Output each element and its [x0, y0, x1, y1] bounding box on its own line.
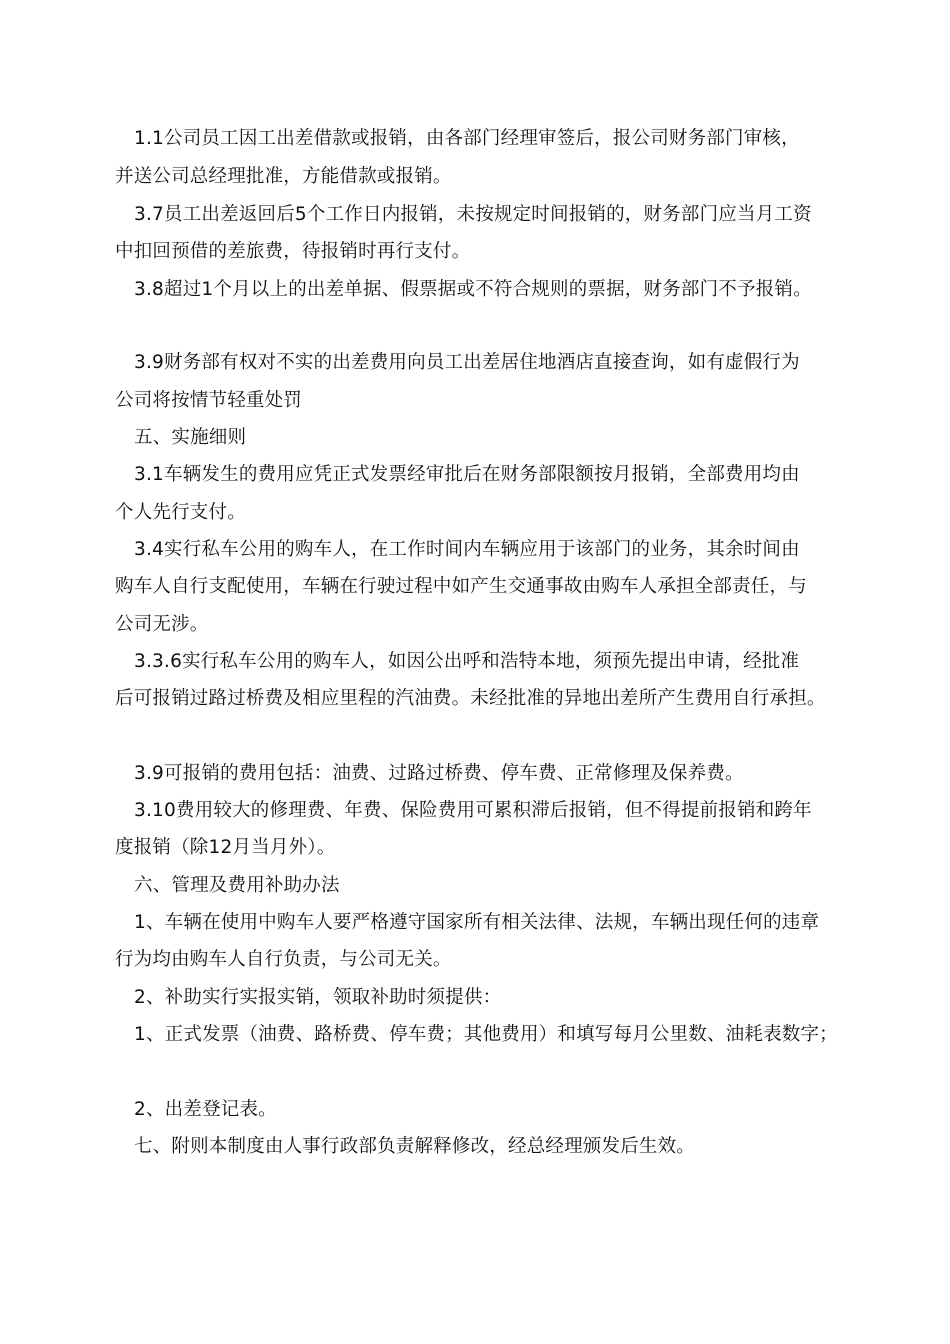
paragraph-line: 1、正式发票（油费、路桥费、停车费；其他费用）和填写每月公里数、油耗表数字； — [134, 1024, 838, 1045]
paragraph-line: 2、补助实行实报实销，领取补助时须提供： — [134, 987, 502, 1008]
paragraph-line: 七、附则本制度由人事行政部负责解释修改，经总经理颁发后生效。 — [134, 1136, 696, 1157]
section-heading: 六、管理及费用补助办法 — [134, 875, 340, 896]
paragraph-line: 1、车辆在使用中购车人要严格遵守国家所有相关法律、法规，车辆出现任何的违章 — [134, 912, 820, 933]
paragraph-line: 3.4实行私车公用的购车人，在工作时间内车辆应用于该部门的业务，其余时间由 — [134, 539, 800, 560]
paragraph-line: 行为均由购车人自行负责，与公司无关。 — [115, 949, 452, 970]
paragraph-line: 购车人自行支配使用，车辆在行驶过程中如产生交通事故由购车人承担全部责任，与 — [115, 576, 807, 597]
section-heading: 五、实施细则 — [134, 427, 247, 448]
paragraph-line: 3.10费用较大的修理费、年费、保险费用可累积滞后报销，但不得提前报销和跨年 — [134, 800, 812, 821]
paragraph-line: 3.8超过1个月以上的出差单据、假票据或不符合规则的票据，财务部门不予报销。 — [134, 279, 812, 300]
paragraph-line: 3.7员工出差返回后5个工作日内报销，未按规定时间报销的，财务部门应当月工资 — [134, 204, 812, 225]
paragraph-line: 后可报销过路过桥费及相应里程的汽油费。未经批准的异地出差所产生费用自行承担。 — [115, 688, 826, 709]
paragraph-line: 公司无涉。 — [115, 614, 209, 635]
paragraph-line: 个人先行支付。 — [115, 502, 246, 523]
paragraph-line: 1.1公司员工因工出差借款或报销，由各部门经理审签后，报公司财务部门审核， — [134, 128, 800, 149]
paragraph-line: 并送公司总经理批准，方能借款或报销。 — [115, 166, 452, 187]
paragraph-line: 中扣回预借的差旅费，待报销时再行支付。 — [115, 241, 471, 262]
paragraph-line: 3.9财务部有权对不实的出差费用向员工出差居住地酒店直接查询，如有虚假行为 — [134, 352, 800, 373]
paragraph-line: 3.1车辆发生的费用应凭正式发票经审批后在财务部限额按月报销，全部费用均由 — [134, 464, 800, 485]
paragraph-line: 3.9可报销的费用包括：油费、过路过桥费、停车费、正常修理及保养费。 — [134, 763, 744, 784]
paragraph-line: 3.3.6实行私车公用的购车人，如因公出呼和浩特本地，须预先提出申请，经批准 — [134, 651, 800, 672]
paragraph-line: 2、出差登记表。 — [134, 1099, 277, 1120]
paragraph-line: 公司将按情节轻重处罚 — [115, 390, 303, 411]
paragraph-line: 度报销（除12月当月外）。 — [115, 837, 336, 858]
